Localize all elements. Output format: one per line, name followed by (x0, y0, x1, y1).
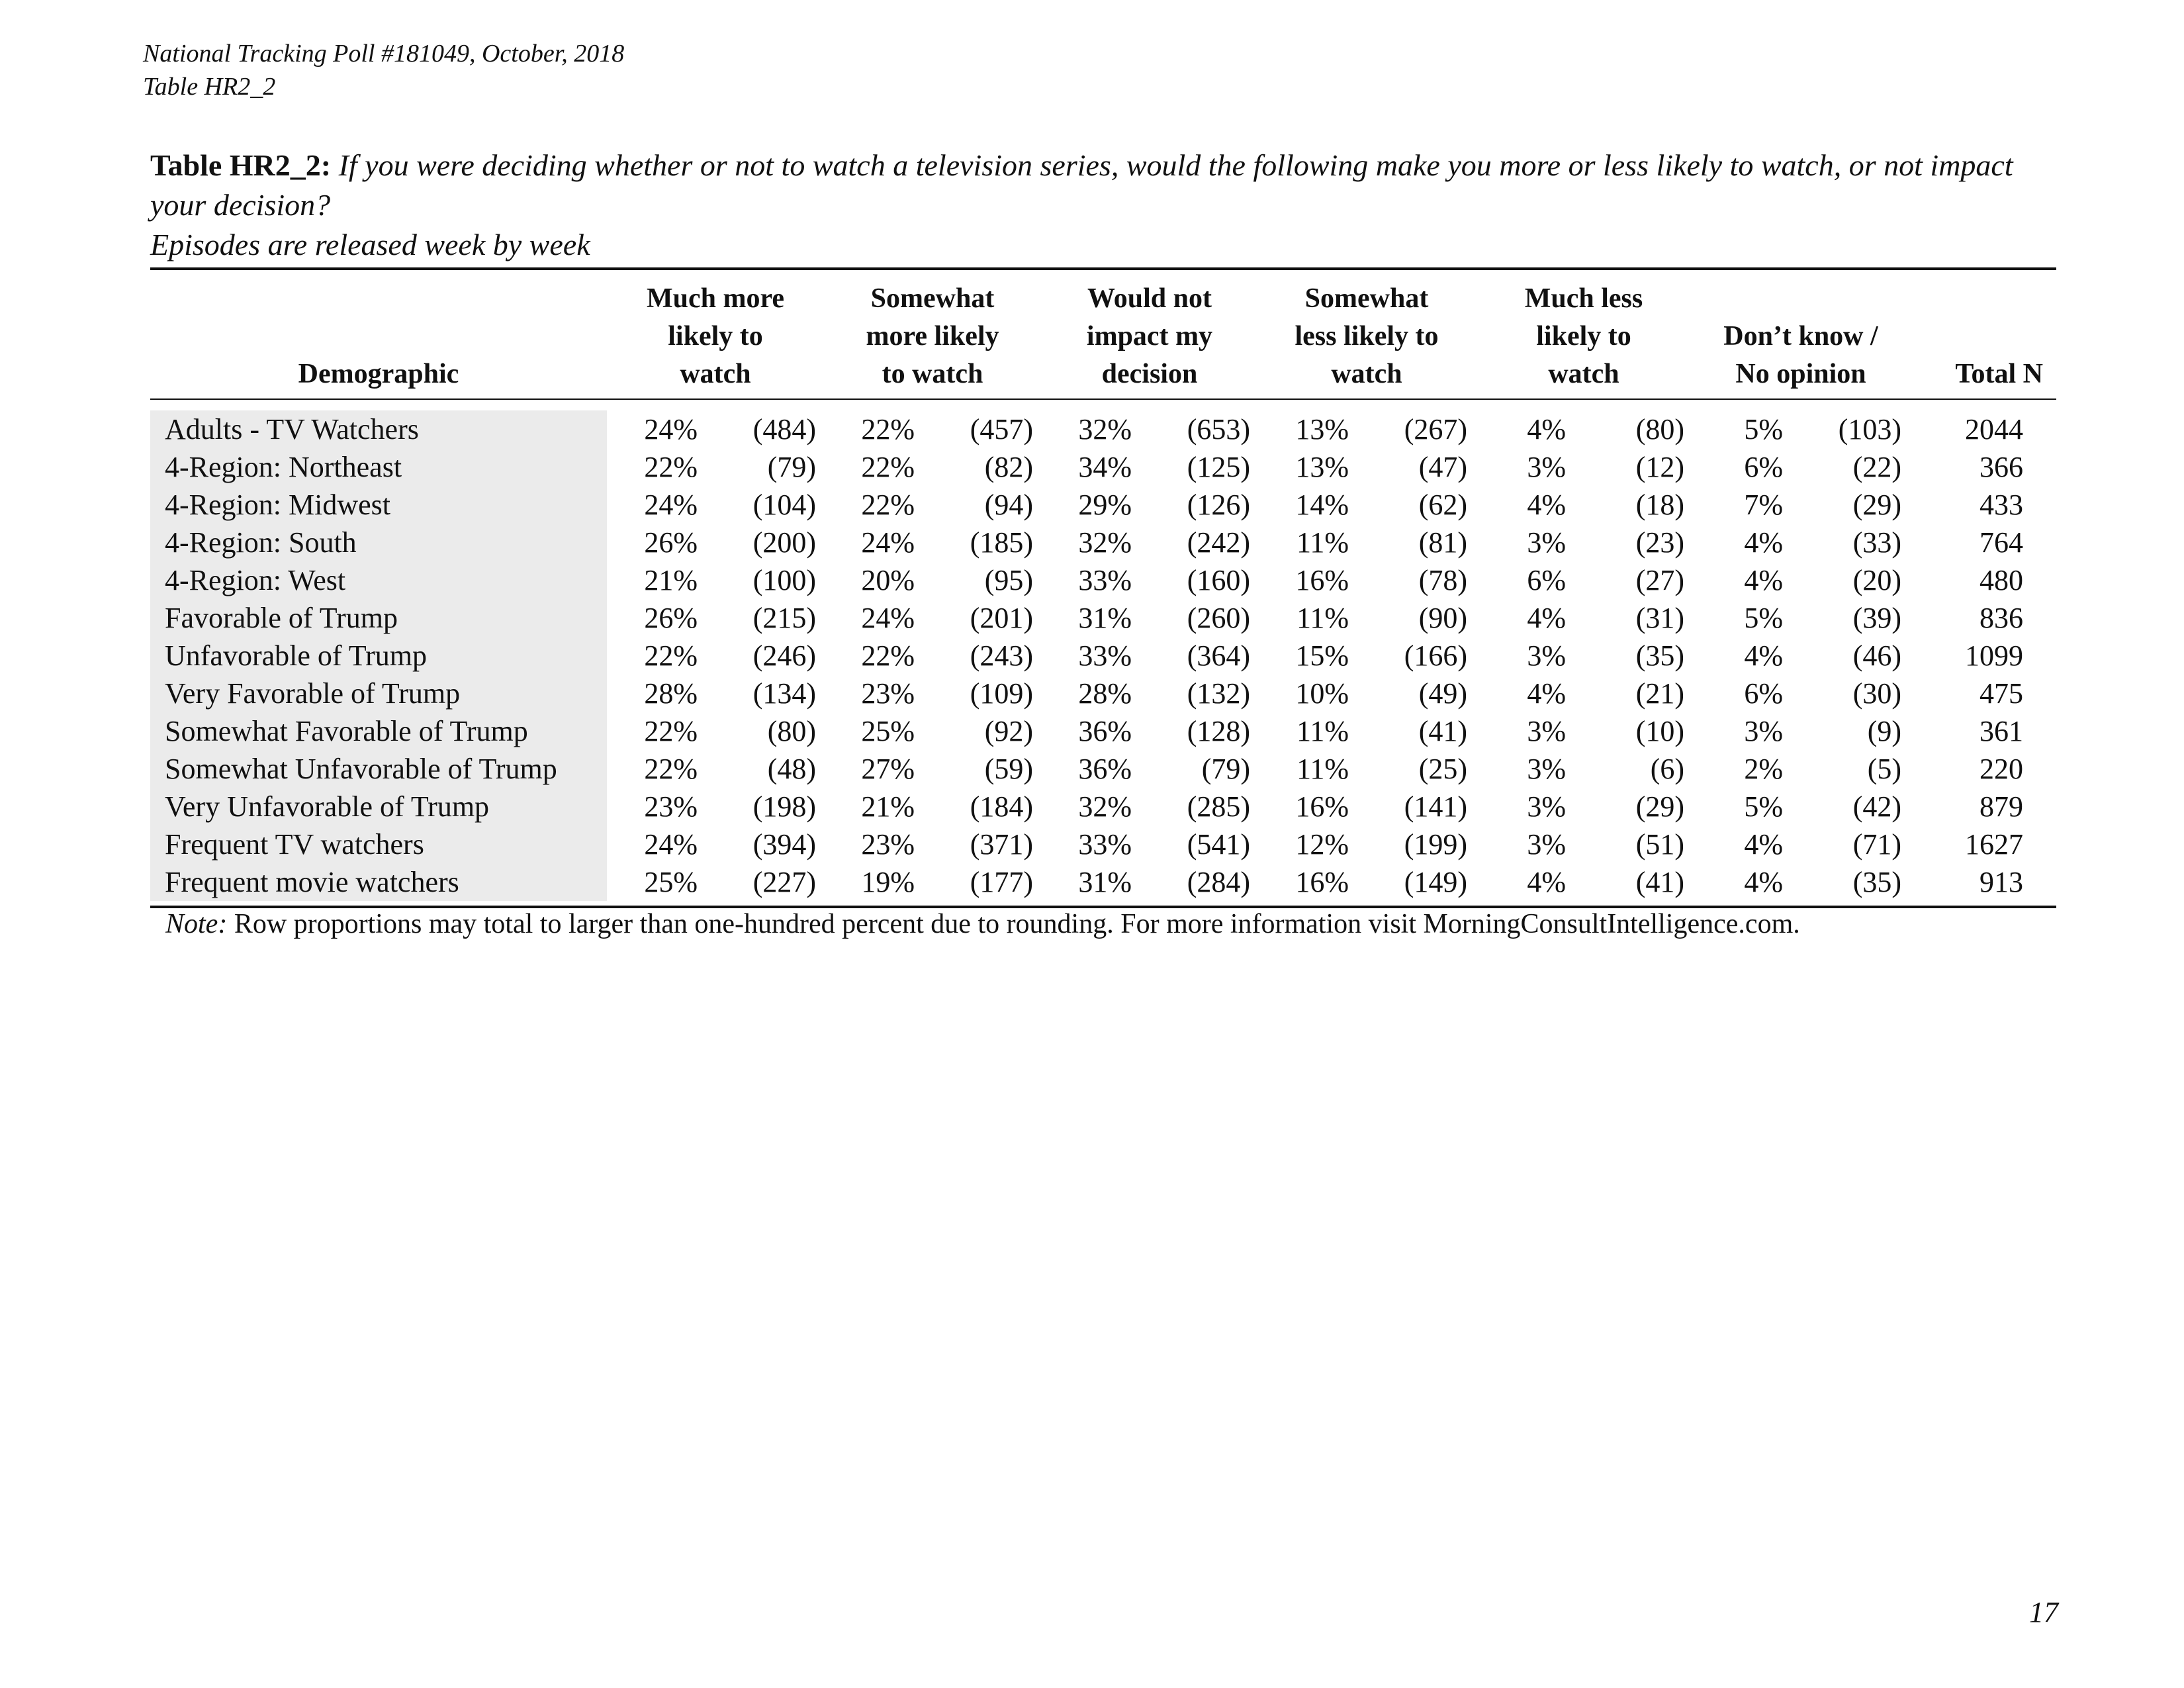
cell-count: (177) (970, 866, 1033, 898)
col-demographic: Demographic (298, 359, 459, 389)
cell-percent: 19% (861, 866, 915, 898)
cell-count: (457) (970, 413, 1033, 445)
cell-percent: 4% (1527, 866, 1566, 898)
table-row (150, 410, 2056, 448)
cell-count: (201) (970, 602, 1033, 634)
caption-label: Table HR2_2: (150, 148, 332, 182)
col-somewhat-more-likely: Somewhat more likely to watch (866, 283, 999, 389)
cell-percent: 26% (644, 526, 698, 559)
col-somewhat-less-likely: Somewhat less likely to watch (1295, 283, 1439, 389)
cell-count: (71) (1852, 828, 1901, 861)
cell-count: (267) (1404, 413, 1467, 445)
cell-percent: 22% (644, 639, 698, 672)
row-label: Frequent TV watchers (150, 825, 607, 863)
cell-percent: 24% (861, 526, 915, 559)
cell-percent: 34% (1078, 451, 1132, 483)
cell-percent: 4% (1527, 602, 1566, 634)
cell-percent: 22% (861, 489, 915, 521)
cell-total-n: 220 (1979, 753, 2023, 785)
cell-count: (21) (1635, 677, 1684, 710)
cell-total-n: 480 (1979, 564, 2023, 596)
cell-percent: 3% (1527, 753, 1566, 785)
cell-percent: 4% (1744, 526, 1783, 559)
row-label: 4-Region: Midwest (150, 486, 607, 524)
cell-count: (80) (1635, 413, 1684, 445)
cell-percent: 6% (1744, 677, 1783, 710)
cell-count: (78) (1418, 564, 1467, 596)
cell-percent: 11% (1296, 602, 1349, 634)
cell-total-n: 1099 (1965, 639, 2023, 672)
cell-percent: 22% (644, 451, 698, 483)
cell-count: (653) (1187, 413, 1250, 445)
cell-count: (27) (1635, 564, 1684, 596)
cell-count: (33) (1852, 526, 1901, 559)
cell-percent: 3% (1527, 828, 1566, 861)
cell-count: (285) (1187, 790, 1250, 823)
table-row (150, 788, 2056, 825)
cell-percent: 5% (1744, 602, 1783, 634)
col-total-n: Total N (1955, 359, 2043, 389)
cell-percent: 32% (1078, 790, 1132, 823)
cell-count: (103) (1838, 413, 1901, 445)
cell-percent: 24% (644, 828, 698, 861)
cell-percent: 25% (644, 866, 698, 898)
cell-total-n: 2044 (1965, 413, 2023, 445)
cell-percent: 24% (861, 602, 915, 634)
cell-percent: 4% (1527, 489, 1566, 521)
cell-total-n: 366 (1979, 451, 2023, 483)
cell-count: (364) (1187, 639, 1250, 672)
cell-count: (47) (1418, 451, 1467, 483)
row-label: Frequent movie watchers (150, 863, 607, 901)
cell-total-n: 433 (1979, 489, 2023, 521)
table-row (150, 637, 2056, 675)
col-much-less-likely: Much less likely to watch (1524, 283, 1643, 389)
cell-count: (51) (1635, 828, 1684, 861)
cell-count: (5) (1867, 753, 1901, 785)
crosstab-table (150, 267, 2056, 901)
cell-percent: 3% (1527, 639, 1566, 672)
cell-percent: 22% (861, 413, 915, 445)
poll-title: National Tracking Poll #181049, October, 2018 (143, 40, 625, 68)
table-note (165, 906, 1800, 943)
cell-count: (35) (1852, 866, 1901, 898)
cell-total-n: 475 (1979, 677, 2023, 710)
cell-count: (132) (1187, 677, 1250, 710)
row-label: Very Favorable of Trump (150, 675, 607, 712)
cell-percent: 13% (1295, 451, 1349, 483)
table-row (150, 825, 2056, 863)
cell-percent: 28% (644, 677, 698, 710)
cell-count: (227) (752, 866, 816, 898)
cell-percent: 20% (861, 564, 915, 596)
cell-total-n: 913 (1979, 866, 2023, 898)
cell-percent: 7% (1744, 489, 1783, 521)
cell-count: (242) (1187, 526, 1250, 559)
cell-count: (200) (752, 526, 816, 559)
cell-percent: 16% (1295, 866, 1349, 898)
cell-percent: 4% (1527, 413, 1566, 445)
table-body (150, 401, 2056, 901)
table-row (150, 712, 2056, 750)
cell-total-n: 879 (1979, 790, 2023, 823)
cell-count: (394) (752, 828, 816, 861)
cell-count: (9) (1867, 715, 1901, 747)
cell-percent: 22% (861, 451, 915, 483)
document-header (143, 37, 624, 103)
cell-count: (62) (1418, 489, 1467, 521)
cell-count: (160) (1187, 564, 1250, 596)
cell-percent: 28% (1078, 677, 1132, 710)
cell-percent: 27% (861, 753, 915, 785)
cell-percent: 26% (644, 602, 698, 634)
cell-count: (184) (970, 790, 1033, 823)
cell-count: (185) (970, 526, 1033, 559)
cell-total-n: 764 (1979, 526, 2023, 559)
cell-percent: 4% (1744, 828, 1783, 861)
header-row (150, 267, 2056, 401)
caption-question: If you were deciding whether or not to watch a television series, would the following make you more or less likely to watch, or not impact your decision? (150, 148, 2013, 222)
cell-count: (25) (1418, 753, 1467, 785)
cell-count: (79) (1201, 753, 1250, 785)
cell-percent: 3% (1527, 451, 1566, 483)
cell-count: (215) (752, 602, 816, 634)
cell-count: (30) (1852, 677, 1901, 710)
cell-percent: 10% (1295, 677, 1349, 710)
table-row (150, 675, 2056, 712)
row-label: 4-Region: South (150, 524, 607, 561)
row-label: 4-Region: Northeast (150, 448, 607, 486)
col-would-not-impact: Would not impact my decision (1086, 283, 1213, 389)
cell-percent: 4% (1744, 639, 1783, 672)
cell-count: (49) (1418, 677, 1467, 710)
cell-percent: 31% (1078, 602, 1132, 634)
cell-percent: 31% (1078, 866, 1132, 898)
cell-percent: 22% (644, 715, 698, 747)
cell-percent: 12% (1295, 828, 1349, 861)
cell-count: (141) (1404, 790, 1467, 823)
cell-count: (6) (1650, 753, 1684, 785)
cell-percent: 2% (1744, 753, 1783, 785)
cell-percent: 25% (861, 715, 915, 747)
cell-percent: 23% (861, 828, 915, 861)
cell-total-n: 1627 (1965, 828, 2023, 861)
note-label: Note: (165, 909, 228, 939)
cell-count: (90) (1418, 602, 1467, 634)
table-row (150, 599, 2056, 637)
cell-percent: 11% (1296, 526, 1349, 559)
cell-count: (42) (1852, 790, 1901, 823)
cell-count: (23) (1635, 526, 1684, 559)
cell-count: (92) (984, 715, 1033, 747)
cell-percent: 33% (1078, 828, 1132, 861)
cell-count: (20) (1852, 564, 1901, 596)
row-label: Adults - TV Watchers (150, 410, 607, 448)
cell-count: (29) (1852, 489, 1901, 521)
cell-percent: 3% (1527, 790, 1566, 823)
cell-count: (12) (1635, 451, 1684, 483)
caption-subtitle: Episodes are released week by week (150, 228, 590, 261)
cell-percent: 23% (861, 677, 915, 710)
cell-count: (41) (1635, 866, 1684, 898)
cell-percent: 6% (1527, 564, 1566, 596)
cell-percent: 16% (1295, 564, 1349, 596)
cell-count: (243) (970, 639, 1033, 672)
cell-count: (59) (984, 753, 1033, 785)
cell-count: (31) (1635, 602, 1684, 634)
cell-count: (134) (752, 677, 816, 710)
cell-percent: 36% (1078, 753, 1132, 785)
cell-count: (104) (752, 489, 816, 521)
row-label: Very Unfavorable of Trump (150, 788, 607, 825)
cell-count: (166) (1404, 639, 1467, 672)
cell-count: (82) (984, 451, 1033, 483)
cell-count: (284) (1187, 866, 1250, 898)
cell-percent: 11% (1296, 753, 1349, 785)
cell-percent: 11% (1296, 715, 1349, 747)
cell-count: (260) (1187, 602, 1250, 634)
table-row (150, 750, 2056, 788)
col-dont-know: Don’t know / No opinion (1723, 321, 1878, 389)
cell-total-n: 836 (1979, 602, 2023, 634)
cell-percent: 22% (861, 639, 915, 672)
cell-count: (29) (1635, 790, 1684, 823)
cell-count: (48) (767, 753, 816, 785)
cell-count: (541) (1187, 828, 1250, 861)
cell-count: (22) (1852, 451, 1901, 483)
cell-percent: 23% (644, 790, 698, 823)
cell-count: (95) (984, 564, 1033, 596)
table-row (150, 561, 2056, 599)
cell-count: (198) (752, 790, 816, 823)
cell-percent: 5% (1744, 790, 1783, 823)
cell-percent: 24% (644, 413, 698, 445)
row-label: Somewhat Unfavorable of Trump (150, 750, 607, 788)
cell-percent: 3% (1744, 715, 1783, 747)
table-row (150, 486, 2056, 524)
cell-percent: 32% (1078, 413, 1132, 445)
cell-count: (100) (752, 564, 816, 596)
cell-count: (484) (752, 413, 816, 445)
cell-percent: 36% (1078, 715, 1132, 747)
cell-total-n: 361 (1979, 715, 2023, 747)
cell-percent: 29% (1078, 489, 1132, 521)
cell-count: (371) (970, 828, 1033, 861)
table-caption (150, 146, 2056, 265)
cell-percent: 22% (644, 753, 698, 785)
cell-count: (94) (984, 489, 1033, 521)
cell-count: (149) (1404, 866, 1467, 898)
cell-count: (199) (1404, 828, 1467, 861)
cell-count: (35) (1635, 639, 1684, 672)
cell-percent: 13% (1295, 413, 1349, 445)
table-row (150, 524, 2056, 561)
cell-percent: 5% (1744, 413, 1783, 445)
cell-percent: 6% (1744, 451, 1783, 483)
cell-count: (18) (1635, 489, 1684, 521)
cell-percent: 14% (1295, 489, 1349, 521)
cell-percent: 33% (1078, 564, 1132, 596)
table-row (150, 863, 2056, 901)
cell-count: (128) (1187, 715, 1250, 747)
cell-count: (81) (1418, 526, 1467, 559)
cell-count: (246) (752, 639, 816, 672)
cell-percent: 3% (1527, 526, 1566, 559)
cell-count: (41) (1418, 715, 1467, 747)
cell-percent: 21% (644, 564, 698, 596)
cell-percent: 4% (1744, 564, 1783, 596)
table-id: Table HR2_2 (143, 73, 276, 101)
cell-count: (126) (1187, 489, 1250, 521)
cell-percent: 21% (861, 790, 915, 823)
cell-count: (10) (1635, 715, 1684, 747)
cell-count: (79) (767, 451, 816, 483)
cell-count: (80) (767, 715, 816, 747)
table-row (150, 448, 2056, 486)
cell-count: (46) (1852, 639, 1901, 672)
cell-percent: 4% (1527, 677, 1566, 710)
cell-count: (39) (1852, 602, 1901, 634)
col-much-more-likely: Much more likely to watch (646, 283, 784, 389)
cell-percent: 3% (1527, 715, 1566, 747)
cell-percent: 4% (1744, 866, 1783, 898)
cell-percent: 16% (1295, 790, 1349, 823)
cell-count: (109) (970, 677, 1033, 710)
cell-percent: 33% (1078, 639, 1132, 672)
cell-count: (125) (1187, 451, 1250, 483)
page-number: 17 (2029, 1596, 2058, 1628)
note-text: Row proportions may total to larger than one-hundred percent due to rounding. For more information visit MorningConsultIntelligence.com. (234, 909, 1800, 939)
row-label: 4-Region: West (150, 561, 607, 599)
row-label: Unfavorable of Trump (150, 637, 607, 675)
cell-percent: 32% (1078, 526, 1132, 559)
row-label: Somewhat Favorable of Trump (150, 712, 607, 750)
cell-percent: 24% (644, 489, 698, 521)
cell-percent: 15% (1295, 639, 1349, 672)
row-label: Favorable of Trump (150, 599, 607, 637)
